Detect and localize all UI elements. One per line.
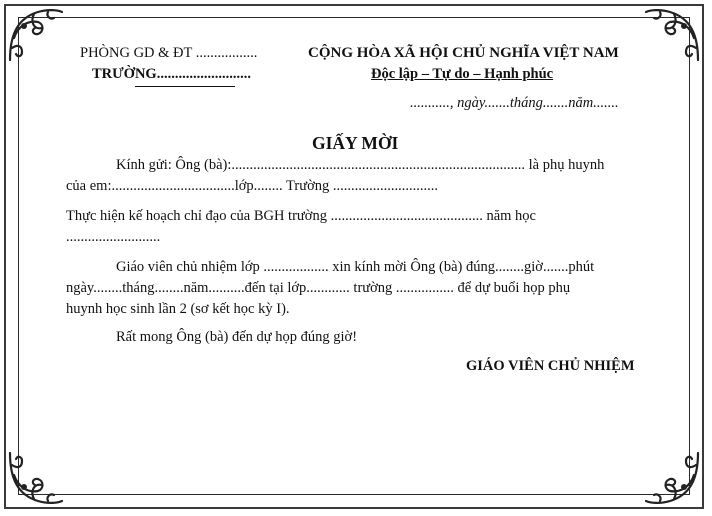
invitation-line-2: ngày........tháng........năm..........đến tại lớp............ trường ................ để dự buổi họp phụ bbox=[66, 280, 571, 296]
corner-ornament-icon bbox=[4, 4, 66, 66]
department-line: PHÒNG GD & ĐT ................. bbox=[80, 45, 258, 61]
invitation-line-1: Giáo viên chủ nhiệm lớp .................. xin kính mời Ông (bà) đúng........giờ.......phút bbox=[116, 259, 595, 275]
date-line: ..........., ngày.......tháng.......năm....... bbox=[410, 95, 619, 111]
recipient-line: Kính gửi: Ông (bà):................................................................................. là phụ huynh bbox=[116, 157, 605, 173]
invitation-line-3: huynh học sinh lần 2 (sơ kết học kỳ I). bbox=[66, 301, 290, 317]
student-line: của em:..................................lớp........ Trường ............................. bbox=[66, 178, 439, 194]
school-line: TRƯỜNG.......................... bbox=[92, 66, 251, 82]
closing-line: Rất mong Ông (bà) đến dự họp đúng giờ! bbox=[116, 329, 358, 345]
page-border-inner bbox=[18, 17, 690, 495]
school-year-line: .......................... bbox=[66, 229, 161, 245]
plan-line: Thực hiện kế hoạch chỉ đạo của BGH trường .......................................... năm học bbox=[66, 208, 536, 224]
corner-ornament-icon bbox=[642, 4, 704, 66]
nation-title: CỘNG HÒA XÃ HỘI CHỦ NGHĨA VIỆT NAM bbox=[308, 45, 619, 61]
corner-ornament-icon bbox=[4, 447, 66, 509]
corner-ornament-icon bbox=[642, 447, 704, 509]
signature-title: GIÁO VIÊN CHỦ NHIỆM bbox=[466, 358, 635, 374]
motto: Độc lập – Tự do – Hạnh phúc bbox=[371, 66, 554, 82]
page-title: GIẤY MỜI bbox=[312, 133, 399, 153]
school-underline bbox=[135, 86, 235, 87]
